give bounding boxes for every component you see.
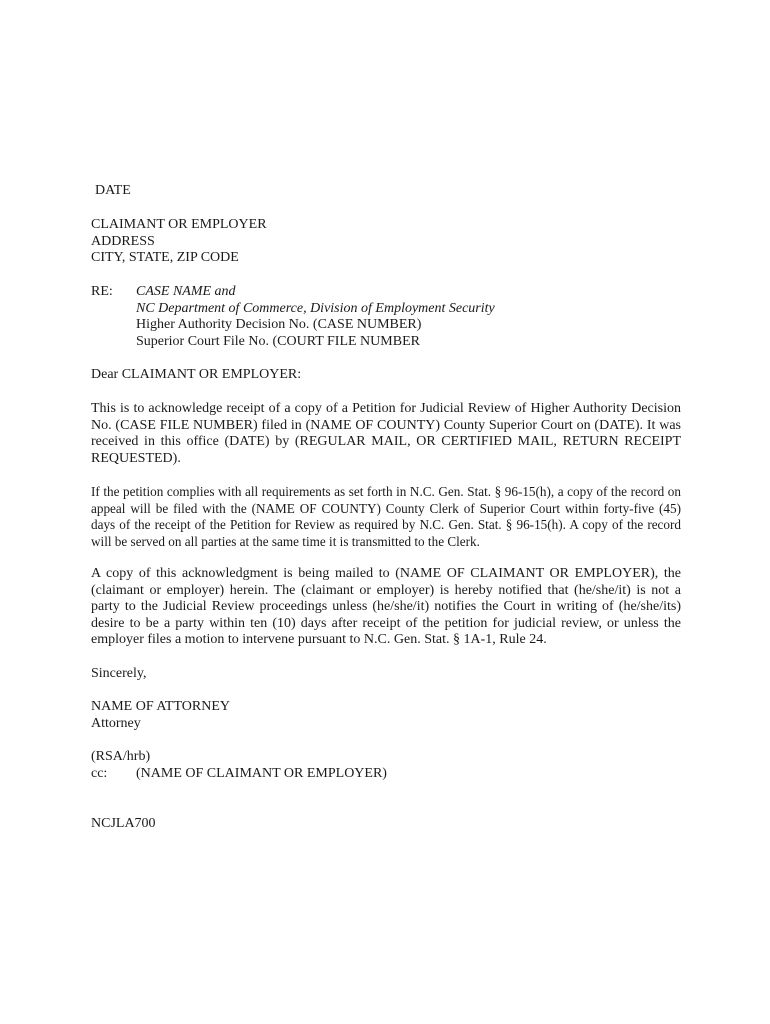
paragraph-acknowledgment: This is to acknowledge receipt of a copy of a Petition for Judicial Review of Higher Authority Decision No. (CASE FILE NUMBER) filed in (NAME OF COUNTY) County Superior Court on (DATE). It was received in this office (DATE) by (REGULAR MAIL, OR CERTIFIED MAIL, RETURN RECEIPT REQUESTED).	[91, 401, 681, 466]
initials-text: (RSA/hrb)	[91, 749, 151, 764]
salutation	[91, 367, 681, 384]
signature-block	[91, 699, 681, 732]
re-case-name: CASE NAME and	[136, 284, 236, 299]
form-code-text: NCJLA700	[91, 816, 156, 831]
recipient-address: ADDRESS	[91, 233, 155, 249]
recipient-name: CLAIMANT OR EMPLOYER	[91, 217, 267, 232]
date-text: DATE	[95, 183, 131, 198]
cc-recipient: (NAME OF CLAIMANT OR EMPLOYER)	[136, 766, 387, 781]
cc-label: cc:	[91, 766, 108, 781]
paragraph-party-notice: A copy of this acknowledgment is being mailed to (NAME OF CLAIMANT OR EMPLOYER), the (claimant or employer) herein. The (claimant or employer) is hereby notified that (he/she/it) is not a party to the Judicial Review proceedings unless (he/she/it) notifies the Court in writing of (he/she/its) desire to be a party within ten (10) days after receipt of the petition for judicial review, or unless the employer files a motion to intervene pursuant to N.C. Gen. Stat. § 1A-1, Rule 24.	[91, 566, 681, 648]
signer-name: NAME OF ATTORNEY	[91, 699, 230, 714]
recipient-address-block	[91, 217, 681, 267]
re-block	[136, 284, 495, 350]
closing	[91, 666, 681, 683]
closing-text: Sincerely,	[91, 666, 147, 681]
re-label: RE:	[91, 284, 113, 299]
re-agency: NC Department of Commerce, Division of Employment Security	[136, 300, 495, 316]
re-court-file-number: Superior Court File No. (COURT FILE NUMBER	[136, 333, 420, 349]
paragraph-record-on-appeal: If the petition complies with all requirements as set forth in N.C. Gen. Stat. § 96-15(h), a copy of the record on appeal will be filed with the (NAME OF COUNTY) County Clerk of Superior Court within forty-five (45) days of the receipt of the Petition for Review as required by N.C. Gen. Stat. § 96-15(h). A copy of the record will be served on all parties at the same time it is transmitted to the Clerk.	[91, 484, 681, 549]
re-decision-number: Higher Authority Decision No. (CASE NUMBER)	[136, 317, 422, 333]
form-code	[91, 816, 681, 833]
date-line	[95, 183, 685, 200]
salutation-text: Dear CLAIMANT OR EMPLOYER:	[91, 367, 302, 382]
initials	[91, 749, 681, 766]
signer-title: Attorney	[91, 715, 141, 731]
recipient-city-state-zip: CITY, STATE, ZIP CODE	[91, 250, 239, 266]
